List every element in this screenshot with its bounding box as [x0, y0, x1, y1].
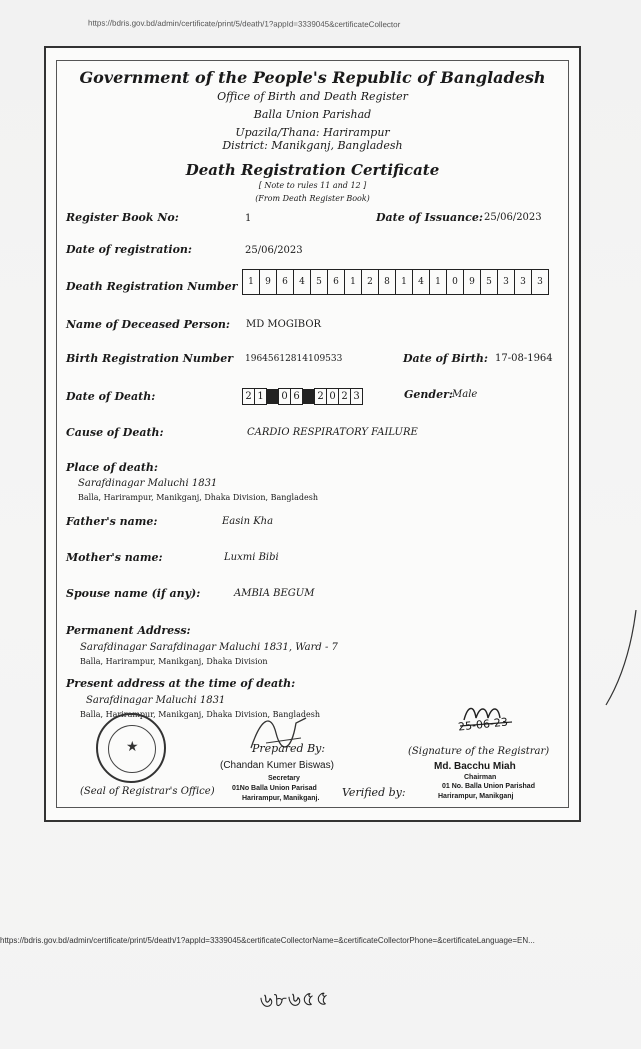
place-label: Place of death:: [66, 461, 158, 474]
certificate-title: Death Registration Certificate: [185, 161, 440, 179]
dod-label: Date of Death:: [66, 390, 156, 403]
mother-label: Mother's name:: [66, 551, 163, 564]
present-label: Present address at the time of death:: [66, 677, 296, 690]
union-name: Balla Union Parishad: [253, 108, 372, 121]
spouse-value: AMBIA BEGUM: [234, 588, 315, 599]
dob-label: Date of Birth:: [403, 352, 488, 365]
dod-digit: 0: [327, 389, 339, 404]
registration-date-label: Date of registration:: [66, 243, 192, 256]
issuance-value: 25/06/2023: [484, 212, 542, 223]
cause-label: Cause of Death:: [66, 426, 164, 439]
permanent-line1: Sarafdinagar Sarafdinagar Maluchi 1831, Ward - 7: [80, 642, 338, 653]
death-reg-number-boxes: [242, 269, 549, 295]
preparer-office-1: 01No Balla Union Parisad: [232, 785, 317, 792]
prepared-by-label: Prepared By:: [252, 742, 326, 755]
dod-day-box: [242, 388, 267, 405]
registrar-office-2: Harirampur, Manikganj: [438, 793, 514, 800]
death-reg-digit: 1: [243, 270, 260, 294]
death-reg-digit: 4: [294, 270, 311, 294]
preparer-name: (Chandan Kumer Biswas): [220, 760, 334, 771]
death-reg-digit: 1: [396, 270, 413, 294]
mother-value: Luxmi Bibi: [224, 552, 279, 563]
dod-digit: 0: [279, 389, 291, 404]
father-value: Easin Kha: [222, 516, 274, 527]
death-reg-digit: 2: [362, 270, 379, 294]
handwritten-note: ৬৮৬৫৫: [259, 985, 331, 1013]
dob-value: 17-08-1964: [495, 353, 553, 364]
dod-digit: 1: [257, 391, 264, 402]
death-reg-digit: 6: [328, 270, 345, 294]
office-name: Office of Birth and Death Register: [217, 90, 408, 103]
verified-by-label: Verified by:: [342, 786, 406, 799]
issuance-label: Date of Issuance:: [376, 211, 483, 224]
present-line2: Balla, Harirampur, Manikganj, Dhaka Division, Bangladesh: [80, 710, 320, 719]
dod-digit: 2: [315, 389, 327, 404]
dod-separator: [267, 389, 278, 404]
birth-reg-value: 19645612814109533: [245, 354, 343, 364]
preparer-office-2: Harirampur, Manikganj.: [242, 795, 320, 802]
dod-digit: 2: [339, 389, 351, 404]
spouse-label: Spouse name (if any):: [66, 587, 201, 600]
dod-month-box: [278, 388, 303, 405]
registrar-office-1: 01 No. Balla Union Parishad: [442, 783, 535, 790]
death-certificate: [44, 46, 581, 822]
permanent-line2: Balla, Harirampur, Manikganj, Dhaka Division: [80, 657, 268, 666]
district-name: District: Manikganj, Bangladesh: [222, 139, 403, 152]
place-line1: Sarafdinagar Maluchi 1831: [78, 478, 218, 489]
seal-star-icon: ★: [126, 739, 139, 755]
registrar-sign-date: 25-06-23: [457, 715, 509, 734]
dod-digit: 3: [353, 391, 360, 402]
death-reg-digit: 3: [537, 277, 543, 287]
death-reg-digit: 8: [379, 270, 396, 294]
register-book-row: [66, 211, 179, 224]
register-book-value: 1: [245, 213, 252, 224]
registration-date-value: 25/06/2023: [245, 245, 303, 256]
death-reg-digit: 5: [311, 270, 328, 294]
birth-reg-label: Birth Registration Number: [66, 352, 233, 365]
dod-year-box: [314, 388, 363, 405]
death-reg-digit: 6: [277, 270, 294, 294]
death-reg-digit: 3: [515, 270, 532, 294]
death-reg-digit: 5: [481, 270, 498, 294]
registrar-title: Chairman: [464, 774, 497, 781]
father-label: Father's name:: [66, 515, 158, 528]
preparer-title: Secretary: [268, 775, 300, 782]
death-reg-digit: 3: [498, 270, 515, 294]
dod-digit: 6: [293, 391, 300, 402]
death-reg-digit: 1: [345, 270, 362, 294]
seal-label: (Seal of Registrar's Office): [80, 786, 215, 797]
death-reg-label: Death Registration Number: [66, 280, 238, 293]
registrar-name: Md. Bacchu Miah: [434, 761, 516, 772]
top-print-url: https://bdris.gov.bd/admin/certificate/print/5/death/1?appId=3339045&certificateCollector: [87, 18, 401, 30]
cause-value: CARDIO RESPIRATORY FAILURE: [247, 427, 418, 438]
page-edge-curve: [601, 610, 641, 710]
present-line1: Sarafdinagar Maluchi 1831: [86, 695, 226, 706]
registrar-signature-label: (Signature of the Registrar): [408, 746, 550, 757]
dod-digit: 2: [243, 389, 255, 404]
permanent-label: Permanent Address:: [66, 624, 191, 637]
death-reg-digit: 1: [430, 270, 447, 294]
death-reg-digit: 4: [413, 270, 430, 294]
register-book-label: Register Book No:: [66, 211, 179, 224]
dod-boxes: [242, 388, 363, 405]
deceased-label: Name of Deceased Person:: [66, 318, 230, 331]
place-line2: Balla, Harirampur, Manikganj, Dhaka Division, Bangladesh: [78, 493, 318, 502]
register-source: (From Death Register Book): [255, 194, 370, 203]
gender-label: Gender:: [404, 388, 453, 401]
government-title: Government of the People's Republic of Bangladesh: [79, 68, 546, 87]
rules-note: [ Note to rules 11 and 12 ]: [258, 181, 367, 190]
death-reg-digit: 9: [464, 270, 481, 294]
gender-value: Male: [452, 389, 478, 400]
death-reg-digit: 0: [447, 270, 464, 294]
death-reg-digit: 9: [260, 270, 277, 294]
deceased-value: MD MOGIBOR: [246, 319, 322, 330]
bottom-print-url: https://bdris.gov.bd/admin/certificate/print/5/death/1?appId=3339045&certificateCollectorName=&certificateCollectorPhone=&certificateLanguage=EN...: [0, 936, 535, 945]
office-seal-stamp: [96, 713, 166, 783]
dod-separator: [303, 389, 314, 404]
upazila-name: Upazila/Thana: Harirampur: [235, 126, 390, 139]
